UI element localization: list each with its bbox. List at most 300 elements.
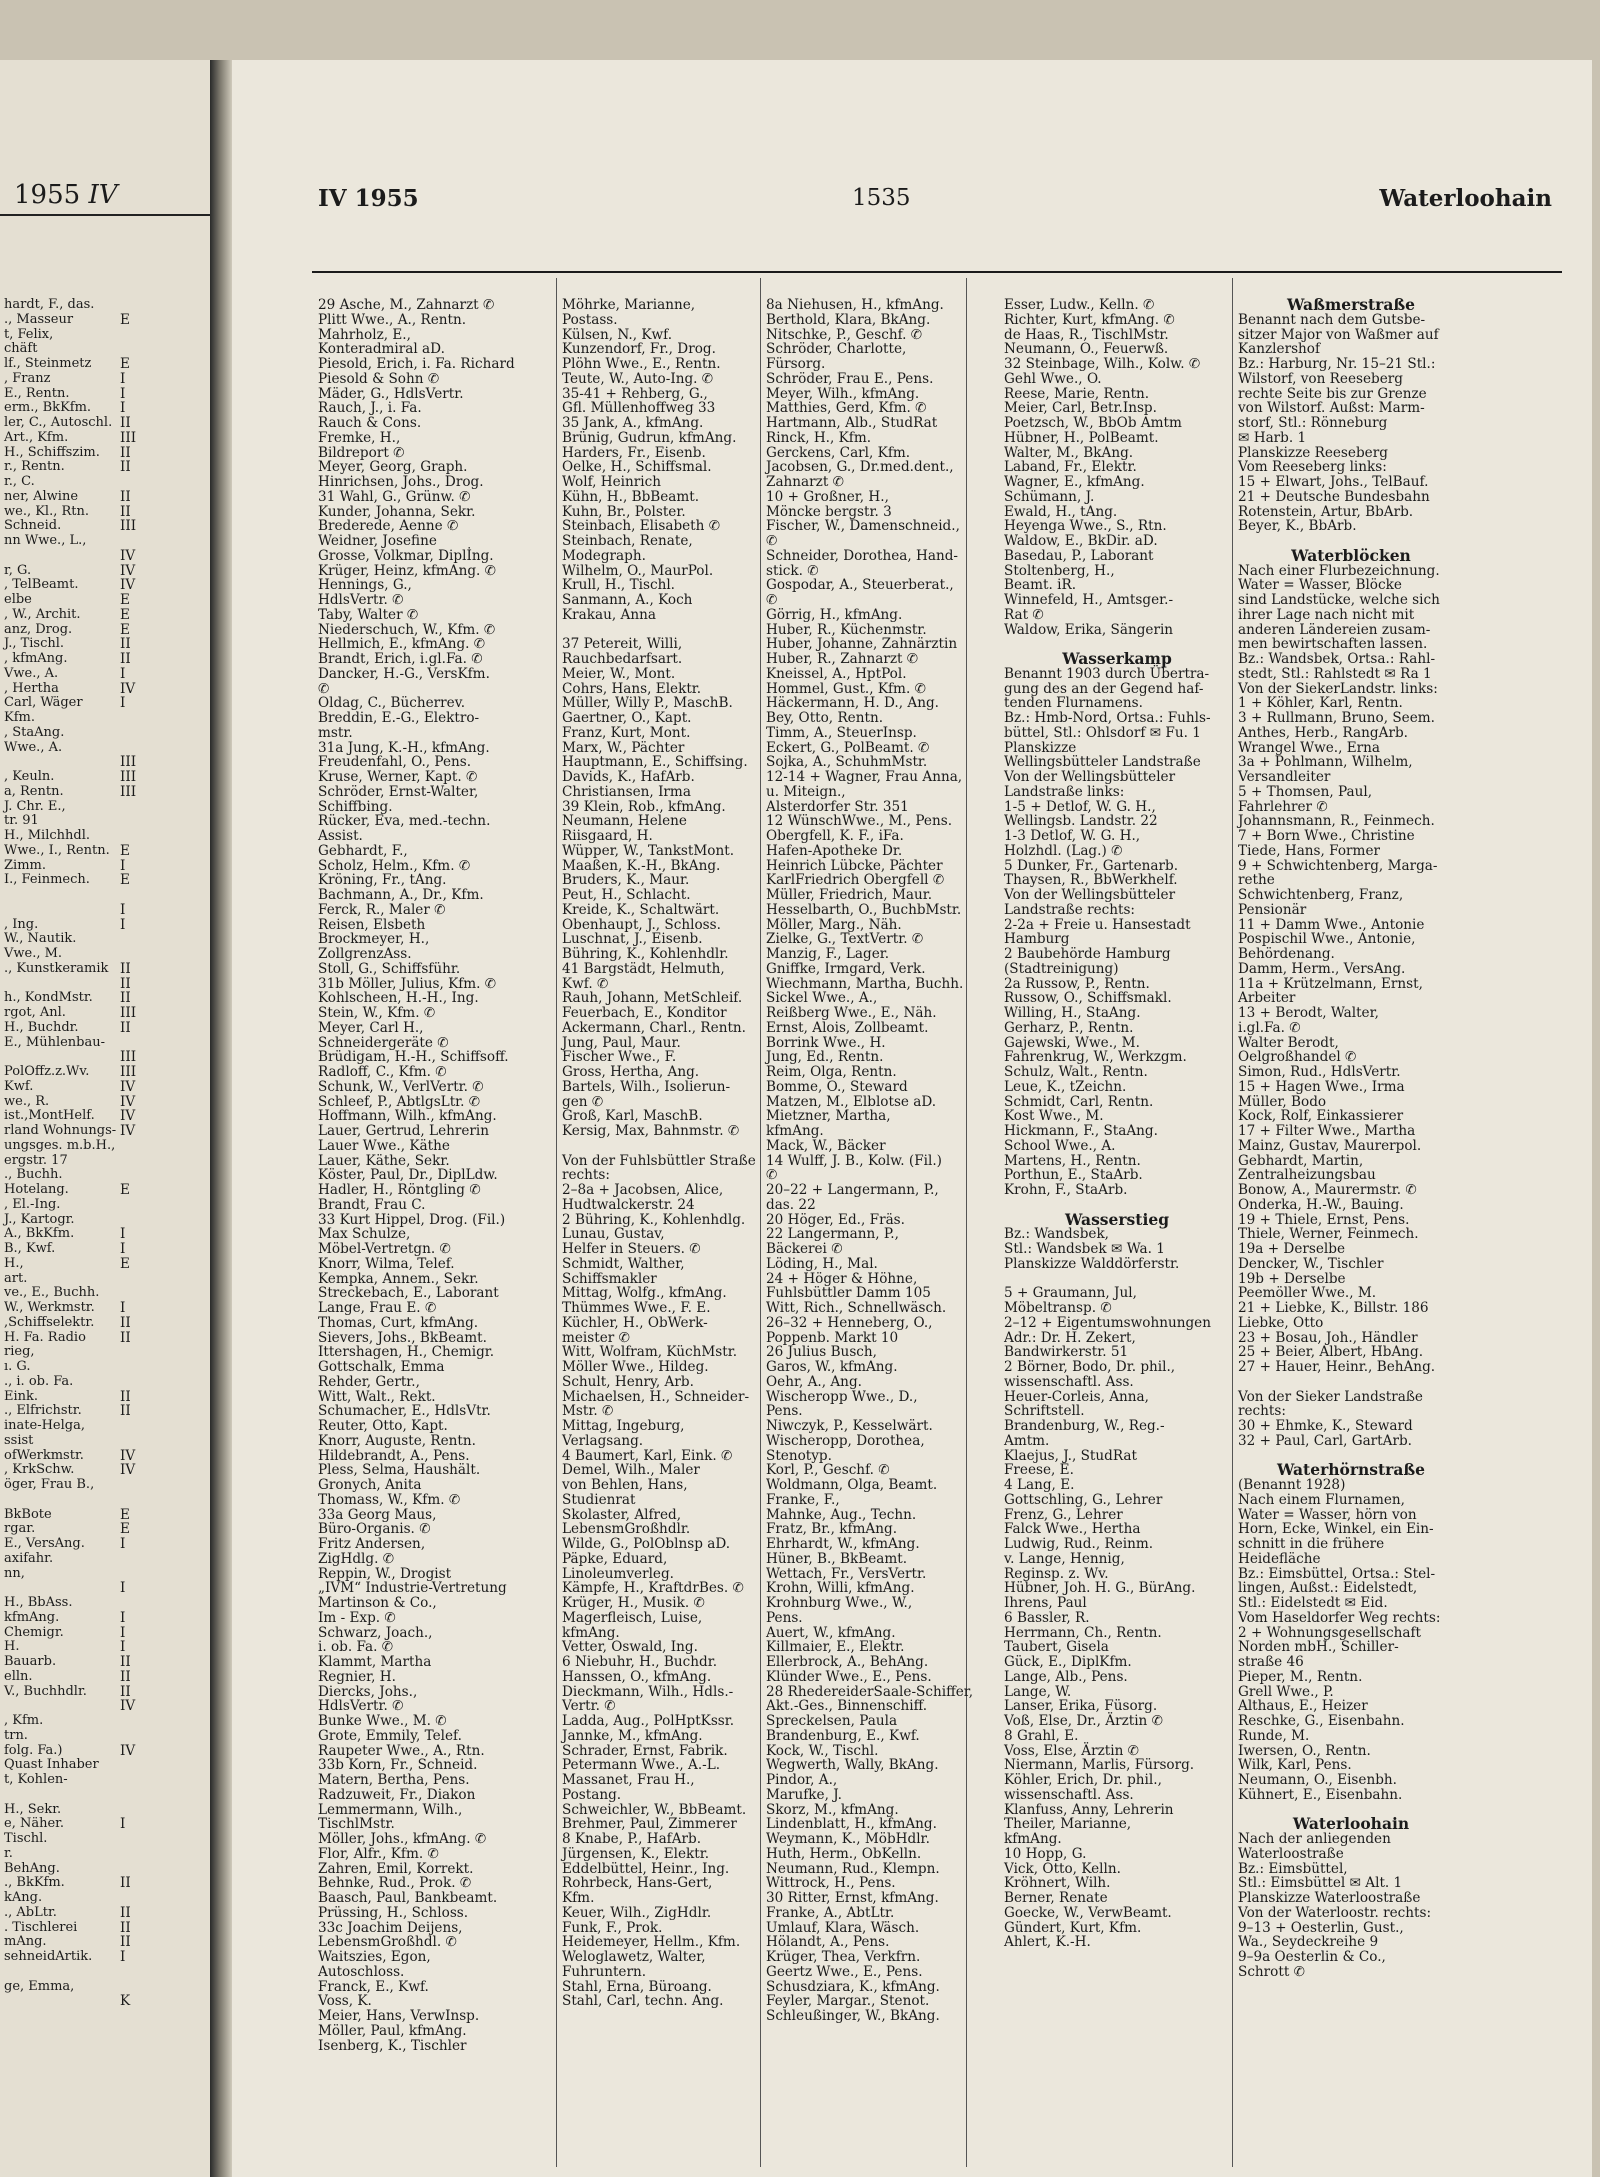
directory-line <box>4 1493 122 1508</box>
directory-line: 28 RhedereiderSaale-Schiffer, <box>766 1683 974 1700</box>
directory-line: Obergfell, K. F., iFa. <box>766 828 904 844</box>
directory-line: Von der Wellingsbütteler <box>1004 887 1176 903</box>
directory-line: ✆ <box>766 592 778 608</box>
directory-line: 2–12 + Eigentumswohnungen <box>1004 1314 1211 1331</box>
directory-line: Schunk, W., VerlVertr. ✆ <box>318 1078 484 1095</box>
directory-line: , Keuln. <box>4 769 55 784</box>
directory-line: , KrkSchw. <box>4 1462 75 1478</box>
directory-line: Mahnke, Aug., Techn. <box>766 1506 917 1523</box>
directory-line: Geertz Wwe., E., Pens. <box>766 1963 923 1980</box>
directory-line: 2–8a + Jacobsen, Alice, <box>562 1182 724 1198</box>
directory-line: Krüger, Thea, Verkfrn. <box>766 1949 921 1965</box>
directory-line <box>120 1803 132 1818</box>
directory-line: Meier, Carl, Betr.Insp. <box>1004 400 1157 417</box>
directory-line: K <box>120 1993 131 2010</box>
directory-line: Peut, H., Schlacht. <box>562 887 691 903</box>
directory-line: II <box>120 636 131 653</box>
directory-line: Witt, Walt., Rekt. <box>318 1388 436 1405</box>
directory-line: büttel, Stl.: Ohlsdorf ✉ Fu. 1 <box>1004 724 1201 741</box>
directory-line: 1 + Köhler, Karl, Rentn. <box>1238 695 1403 712</box>
right-page <box>232 60 1592 2177</box>
directory-line <box>120 800 132 815</box>
directory-line: Wilhelm, O., MaurPol. <box>562 562 714 579</box>
directory-line: Knorr, Auguste, Rentn. <box>318 1432 476 1449</box>
directory-line: Von der Wellingsbütteler <box>1004 769 1176 785</box>
directory-line: Franck, E., Kwf. <box>318 1978 429 1995</box>
directory-line: Brandt, Frau C. <box>318 1196 426 1213</box>
directory-line: Diercks, Johs., <box>318 1683 418 1700</box>
directory-line: Stoll, G., Schiffsführ. <box>318 960 461 977</box>
directory-line: III <box>120 769 137 785</box>
directory-line: rgar. <box>4 1521 36 1537</box>
directory-line: Runde, M. <box>1238 1727 1310 1744</box>
directory-line: 2 Börner, Bodo, Dr. phil., <box>1004 1359 1176 1375</box>
directory-line: Ladda, Aug., PolHptKssr. <box>562 1713 735 1729</box>
directory-line: Kwf. ✆ <box>562 975 609 992</box>
directory-line: Stahl, Erna, Büroang. <box>562 1978 712 1995</box>
directory-line: Alsterdorfer Str. 351 <box>766 798 909 815</box>
directory-line: Studienrat <box>562 1491 636 1508</box>
directory-line: Ittershagen, H., Chemigr. <box>318 1344 495 1361</box>
directory-line: 11a + Krützelmann, Ernst, <box>1238 975 1423 992</box>
directory-line: TischlMstr. <box>318 1816 395 1833</box>
directory-line: IV <box>120 1078 136 1095</box>
directory-line: H., Milchhdl. <box>4 828 90 843</box>
directory-line: Klanfuss, Anny, Lehrerin <box>1004 1801 1174 1818</box>
directory-line: inate-Helga, <box>4 1418 85 1433</box>
directory-line: Anthes, Herb., RangArb. <box>1238 724 1408 741</box>
directory-line: Hesselbarth, O., BuchbMstr. <box>766 901 962 918</box>
directory-line: Schusdziara, K., kfmAng. <box>766 1978 940 1995</box>
directory-line: Fischer Wwe., F. <box>562 1049 677 1066</box>
directory-line: 22 Langermann, P., <box>766 1226 899 1243</box>
directory-line: Schneid. <box>4 518 62 534</box>
directory-line: rland Wohnungs- <box>4 1123 117 1138</box>
directory-line: wissenschaftl. Ass. <box>1004 1786 1134 1803</box>
directory-line: Wrangel Wwe., Erna <box>1238 739 1381 756</box>
directory-line: I <box>120 1624 126 1641</box>
directory-line: Arbeiter <box>1238 990 1296 1007</box>
directory-line: Eink. <box>4 1388 39 1404</box>
right-page-header-left: IV 1955 <box>318 185 419 212</box>
directory-line: Stl.: Eimsbüttel ✉ Alt. 1 <box>1238 1875 1403 1892</box>
directory-line: Plöhn Wwe., E., Rentn. <box>562 356 721 372</box>
directory-line: Teute, W., Auto-Ing. ✆ <box>562 370 714 387</box>
directory-line: Kühnert, E., Eisenbahn. <box>1238 1786 1403 1803</box>
directory-line: II <box>120 990 131 1007</box>
directory-line: Manzig, F., Lager. <box>766 946 890 962</box>
directory-line: Holzhdl. (Lag.) ✆ <box>1004 842 1123 859</box>
directory-line: Bz.: Wandsbek, Ortsa.: Rahl- <box>1238 651 1436 667</box>
directory-line: Sievers, Johs., BkBeamt. <box>318 1329 487 1346</box>
directory-line: III <box>120 754 137 771</box>
directory-line: Martinson & Co., <box>318 1595 437 1611</box>
directory-line: 21 + Liebke, K., Billstr. 186 <box>1238 1300 1429 1316</box>
directory-line: Hickmann, F., StaAng. <box>1004 1123 1158 1139</box>
column-divider <box>760 278 761 2167</box>
directory-line: Voss, K. <box>318 1993 372 2010</box>
directory-line: rethe <box>1238 872 1275 889</box>
directory-line: Reginsp. z. Wv. <box>1004 1565 1109 1582</box>
directory-line: 8a Niehusen, H., kfmAng. <box>766 297 944 313</box>
directory-line: Scholz, Helm., Kfm. ✆ <box>318 857 471 874</box>
directory-line: Kuhn, Br., Polster. <box>562 503 686 520</box>
directory-line: Eddelbüttel, Heinr., Ing. <box>562 1860 730 1877</box>
directory-line: Postang. <box>562 1786 622 1803</box>
directory-line: Willing, H., StaAng. <box>1004 1005 1141 1021</box>
directory-line: , TelBeamt. <box>4 577 79 593</box>
page-number: 1535 <box>852 185 911 211</box>
directory-line: Mäder, G., HdlsVertr. <box>318 385 464 402</box>
directory-line: Eckert, G., PolBeamt. ✆ <box>766 739 930 756</box>
directory-line: Möller, Paul, kfmAng. <box>318 2022 467 2039</box>
directory-line: Porthun, E., StaArb. <box>1004 1167 1143 1184</box>
directory-line <box>120 1360 132 1375</box>
directory-line: Pens. <box>766 1609 803 1626</box>
directory-line: Damm, Herm., VersAng. <box>1238 960 1406 977</box>
directory-line: II <box>120 1668 131 1685</box>
directory-line: ✆ <box>766 533 778 549</box>
directory-line: Franke, F., <box>766 1491 840 1508</box>
directory-line: Lauer, Käthe, Sekr. <box>318 1152 450 1169</box>
street-heading: Waterblöcken <box>1291 545 1411 565</box>
directory-line: Piesold, Erich, i. Fa. Richard <box>318 356 515 372</box>
directory-line: Müller, Willy P., MaschB. <box>562 695 733 712</box>
directory-line: II <box>120 488 131 505</box>
directory-line: Jung, Paul, Maur. <box>562 1034 681 1051</box>
directory-line: Sanmann, A., Koch <box>562 592 693 608</box>
directory-line: Heidefläche <box>1238 1550 1321 1567</box>
directory-line: Büro-Organis. ✆ <box>318 1521 431 1538</box>
directory-line: 8 Grahl, E. <box>1004 1727 1079 1744</box>
directory-line: 39 Klein, Rob., kfmAng. <box>562 798 726 815</box>
directory-line: Pens. <box>766 1403 803 1420</box>
directory-line: Ernst, Alois, Zollbeamt. <box>766 1019 929 1036</box>
directory-line: Walter, M., BkAng. <box>1004 444 1134 461</box>
directory-line <box>120 814 132 829</box>
directory-line: Hennings, G., <box>318 577 412 594</box>
directory-line: Planskizze Walddörferstr. <box>1004 1255 1180 1272</box>
directory-line: Niederschuch, W., Kfm. ✆ <box>318 621 496 638</box>
directory-line: Goecke, W., VerwBeamt. <box>1004 1904 1172 1921</box>
directory-line: kfmAng. <box>1004 1831 1062 1847</box>
directory-line: Kersig, Max, Bahnmstr. ✆ <box>562 1123 740 1139</box>
directory-line: I <box>120 1949 126 1965</box>
directory-line: Sojka, A., SchuhmMstr. <box>766 754 928 771</box>
directory-line <box>120 1345 132 1360</box>
directory-line: E <box>120 311 130 328</box>
directory-line: ler, C., Autoschl. <box>4 415 113 430</box>
directory-line: Schmidt, Carl, Rentn. <box>1004 1093 1154 1110</box>
directory-line: Stl.: Wandsbek ✉ Wa. 1 <box>1004 1241 1165 1257</box>
directory-line: Hudtwalckerstr. 24 <box>562 1196 695 1213</box>
directory-line: E., Mühlenbau- <box>4 1034 106 1050</box>
directory-line: Reim, Olga, Rentn. <box>766 1064 897 1080</box>
directory-line: Lange, Frau E. ✆ <box>318 1300 437 1316</box>
directory-line: von Wilstorf. Außst: Marm- <box>1238 400 1425 417</box>
directory-line: storf, Stl.: Rönneburg <box>1238 415 1388 431</box>
directory-line <box>120 829 132 844</box>
directory-line: Lemmermann, Wilh., <box>318 1801 463 1818</box>
directory-line: Matzen, M., Elblotse aD. <box>766 1093 937 1110</box>
directory-line: Voß, Else, Dr., Ärztin ✆ <box>1004 1713 1164 1729</box>
directory-line: 2-2a + Freie u. Hansestadt <box>1004 916 1191 933</box>
directory-line: Krull, H., Tischl. <box>562 577 675 594</box>
directory-line: Kröning, Fr., tAng. <box>318 872 447 889</box>
directory-line: ergstr. 17 <box>4 1152 68 1168</box>
directory-line: Bühring, K., Kohlenhdlr. <box>562 946 729 962</box>
directory-line <box>562 1139 758 1154</box>
directory-line: Nach einer Flurbezeichnung. <box>1238 562 1440 579</box>
directory-line: 6 Niebuhr, H., Buchdr. <box>562 1654 718 1670</box>
directory-line <box>4 977 122 992</box>
directory-line: Zimm. <box>4 857 46 873</box>
directory-line: Thümmes Wwe., F. E. <box>562 1300 711 1316</box>
directory-line: 1-5 + Detlof, W. G. H., <box>1004 798 1156 815</box>
directory-line <box>4 1050 122 1065</box>
directory-line: Dieckmann, Wilh., Hdls.- <box>562 1683 734 1700</box>
directory-line: Lauer, Gertrud, Lehrerin <box>318 1123 490 1139</box>
directory-line <box>120 475 132 490</box>
directory-line <box>4 1965 122 1980</box>
directory-line: E <box>120 872 130 889</box>
directory-line: Althaus, E., Heizer <box>1238 1698 1368 1715</box>
directory-line: Modegraph. <box>562 547 646 564</box>
directory-line: KarlFriedrich Obergfell ✆ <box>766 872 945 889</box>
directory-line: E <box>120 1255 130 1272</box>
directory-line: 10 Hopp, G. <box>1004 1845 1087 1862</box>
directory-line: Wellingsbütteler Landstraße <box>1004 754 1201 771</box>
directory-line: Hinrichsen, Johs., Drog. <box>318 474 484 490</box>
directory-line: IV <box>120 1093 136 1110</box>
directory-line: Krakau, Anna <box>562 606 656 623</box>
directory-line: Kneissel, A., HptPol. <box>766 665 907 682</box>
directory-line: IV <box>120 1447 136 1464</box>
directory-line: II <box>120 415 131 431</box>
directory-line: Bachmann, A., Dr., Kfm. <box>318 887 484 903</box>
directory-line: Kfm. <box>4 710 35 725</box>
directory-line: 10 + Großner, H., <box>766 488 889 505</box>
directory-line: Helfer in Steuers. ✆ <box>562 1241 701 1257</box>
directory-line: H. Fa. Radio <box>4 1329 86 1345</box>
directory-line <box>120 726 132 741</box>
directory-line: Simon, Rud., HdlsVertr. <box>1238 1064 1401 1080</box>
directory-line: Rehder, Gertr., <box>318 1373 420 1390</box>
directory-line <box>4 549 122 564</box>
directory-line: axifahr. <box>4 1550 54 1566</box>
directory-line: Berner, Renate <box>1004 1890 1108 1906</box>
directory-line: I <box>120 1241 126 1257</box>
directory-line: Reuter, Otto, Kapt. <box>318 1418 448 1434</box>
directory-line <box>4 1788 122 1803</box>
directory-line: Krüger, H., Musik. ✆ <box>562 1595 705 1611</box>
directory-line: E <box>120 606 130 623</box>
directory-line: Demel, Wilh., Maler <box>562 1462 700 1479</box>
directory-line: Waterloostraße <box>1238 1845 1344 1862</box>
directory-line: Michaelsen, H., Schneider- <box>562 1388 750 1405</box>
directory-line: Stoltenberg, H., <box>1004 562 1115 579</box>
directory-line: , El.-Ing. <box>4 1196 61 1212</box>
directory-line: Richter, Kurt, kfmAng. ✆ <box>1004 311 1175 328</box>
directory-line: Gronych, Anita <box>318 1477 422 1493</box>
directory-line: Spreckelsen, Paula <box>766 1713 898 1729</box>
directory-line: 3 + Rullmann, Bruno, Seem. <box>1238 710 1435 726</box>
directory-line: Klammt, Martha <box>318 1654 432 1670</box>
directory-line: 12-14 + Wagner, Frau Anna, <box>766 769 963 785</box>
directory-line: sehneidArtik. <box>4 1949 93 1964</box>
directory-line: Laband, Fr., Elektr. <box>1004 459 1137 476</box>
header-rule <box>312 271 1562 273</box>
directory-line: Nach einem Flurnamen, <box>1238 1491 1405 1508</box>
directory-line: i. ob. Fa. ✆ <box>318 1639 394 1656</box>
directory-line: HdlsVertr. ✆ <box>318 592 404 608</box>
directory-line: Plitt Wwe., A., Rentn. <box>318 311 467 328</box>
directory-line: Schleef, P., AbtlgsLtr. ✆ <box>318 1093 481 1110</box>
directory-line: Bonow, A., Maurermstr. ✆ <box>1238 1182 1417 1198</box>
directory-line: Grosse, Volkmar, Diplİng. <box>318 547 494 564</box>
directory-line: 3a + Pohlmann, Wilhelm, <box>1238 754 1413 771</box>
directory-line: 5 Dunker, Fr., Gartenarb. <box>1004 857 1179 874</box>
directory-line <box>4 903 122 918</box>
directory-line: Stenotyp. <box>766 1447 832 1464</box>
directory-line: Stein, W., Kfm. ✆ <box>318 1005 436 1021</box>
directory-line: Schriftstell. <box>1004 1403 1085 1420</box>
directory-line: Witt, Rich., Schnellwäsch. <box>766 1300 947 1316</box>
directory-line: II <box>120 1388 131 1405</box>
column-divider <box>556 278 557 2167</box>
directory-line: Postass. <box>562 311 618 328</box>
directory-line: Esser, Ludw., Kelln. ✆ <box>1004 297 1155 313</box>
directory-line: u. Miteign., <box>766 783 846 800</box>
directory-line: Thomas, Curt, kfmAng. <box>318 1314 479 1331</box>
directory-line: Hübner, Joh. H. G., BürAng. <box>1004 1580 1196 1597</box>
directory-column-4 <box>1004 298 1230 1950</box>
directory-line: a, Rentn. <box>4 783 64 799</box>
directory-line: Prüssing, H., Schloss. <box>318 1904 469 1921</box>
directory-line: E <box>120 1521 130 1538</box>
directory-line: Marufke, J. <box>766 1786 842 1803</box>
directory-line: I <box>120 901 126 918</box>
directory-line <box>120 1847 132 1862</box>
directory-line: Skorz, M., kfmAng. <box>766 1801 899 1818</box>
directory-line: Brandt, Erich, i.gl.Fa. ✆ <box>318 651 483 667</box>
directory-line: sitzer Major von Waßmer auf <box>1238 326 1439 343</box>
directory-line: E <box>120 356 130 372</box>
directory-line: Mittag, Wolfg., kfmAng. <box>562 1285 727 1302</box>
directory-line: Lindenblatt, H., kfmAng. <box>766 1816 937 1833</box>
directory-line: Huber, R., Küchenmstr. <box>766 621 927 638</box>
directory-line: 19 + Thiele, Ernst, Pens. <box>1238 1211 1410 1228</box>
directory-line: J., Tischl. <box>4 636 65 652</box>
directory-line: 13 + Berodt, Walter, <box>1238 1005 1379 1021</box>
directory-line: Tiede, Hans, Former <box>1238 842 1380 859</box>
directory-line: Gündert, Kurt, Kfm. <box>1004 1919 1142 1936</box>
directory-line: A., BkKfm. <box>4 1226 75 1242</box>
directory-line: Wittrock, H., Pens. <box>766 1875 896 1892</box>
directory-line: we., Kl., Rtn. <box>4 503 90 519</box>
directory-line: Schümann, J. <box>1004 488 1095 505</box>
directory-line: Matern, Bertha, Pens. <box>318 1772 470 1788</box>
left-page-volume: IV <box>88 180 118 210</box>
directory-line: Feuerbach, E., Konditor <box>562 1005 727 1021</box>
directory-line: Hildebrandt, A., Pens. <box>318 1447 470 1464</box>
directory-line: Im - Exp. ✆ <box>318 1609 396 1626</box>
directory-line: Kfm. <box>562 1890 595 1906</box>
directory-line: Brandenburg, E., Kwf. <box>766 1727 920 1744</box>
directory-line: Löding, H., Mal. <box>766 1255 878 1272</box>
directory-line <box>4 1581 122 1596</box>
directory-line: Bz.: Wandsbek, <box>1004 1226 1110 1243</box>
directory-line: r., Rentn. <box>4 459 65 475</box>
directory-line: Thaysen, R., BbWerkhelf. <box>1004 872 1178 889</box>
directory-line: Ackermann, Charl., Rentn. <box>562 1019 747 1036</box>
directory-line: Weloglawetz, Walter, <box>562 1949 706 1965</box>
directory-line: von Behlen, Hans, <box>562 1477 688 1493</box>
directory-line: Johannsmann, R., Feinmech. <box>1238 813 1435 830</box>
directory-line: Wischeropp Wwe., D., <box>766 1388 918 1405</box>
directory-line <box>120 534 132 549</box>
directory-line: . Tischlerei <box>4 1919 78 1935</box>
directory-line: 19b + Derselbe <box>1238 1270 1346 1287</box>
directory-line: gen ✆ <box>562 1093 604 1110</box>
directory-line: Theiler, Marianne, <box>1004 1816 1132 1833</box>
directory-line: t, Kohlen- <box>4 1772 68 1787</box>
directory-line: Garos, W., kfmAng. <box>766 1359 898 1375</box>
directory-line: 7 + Born Wwe., Christine <box>1238 828 1415 844</box>
directory-line: H. <box>4 1639 20 1655</box>
directory-line: Fahrenkrug, W., Werkzgm. <box>1004 1049 1187 1066</box>
directory-line: Lanser, Erika, Füsorg. <box>1004 1698 1158 1715</box>
directory-line: de Haas, R., TischlMstr. <box>1004 326 1169 343</box>
directory-line: 5 + Graumann, Jul, <box>1004 1285 1137 1302</box>
directory-line: Heyenga Wwe., S., Rtn. <box>1004 518 1167 535</box>
directory-line: Poetzsch, W., BbOb Amtm <box>1004 415 1182 431</box>
directory-line: Quast Inhaber <box>4 1757 99 1773</box>
directory-line: Hölandt, A., Pens. <box>766 1934 890 1951</box>
directory-line: Reppin, W., Drogist <box>318 1565 452 1582</box>
directory-line: E <box>120 621 130 638</box>
directory-line: Norden mbH., Schiller- <box>1238 1639 1399 1656</box>
directory-line <box>120 1493 132 1508</box>
directory-line: Krohn, F., StaArb. <box>1004 1182 1128 1198</box>
directory-line: lingen, Außst.: Eidelstedt, <box>1238 1580 1418 1597</box>
directory-line: Steinbach, Elisabeth ✆ <box>562 518 721 535</box>
directory-line: Keuer, Wilh., ZigHdlr. <box>562 1904 712 1921</box>
directory-line: Möbel-Vertretgn. ✆ <box>318 1241 451 1257</box>
directory-line: 30 + Ehmke, K., Steward <box>1238 1418 1413 1434</box>
directory-line: Weymann, K., MöbHdlr. <box>766 1831 930 1847</box>
directory-line: Lange, W. <box>1004 1683 1072 1700</box>
directory-line: , Hertha <box>4 680 59 696</box>
directory-line: Meyer, Georg, Graph. <box>318 459 468 476</box>
directory-line: Killmaier, E., Elektr. <box>766 1639 905 1656</box>
book-gutter <box>210 60 232 2177</box>
directory-line: Nach der anliegenden <box>1238 1831 1391 1847</box>
directory-line: Zahren, Emil, Korrekt. <box>318 1860 474 1877</box>
directory-line: ., AbLtr. <box>4 1904 57 1920</box>
directory-line: 26 Julius Busch, <box>766 1344 877 1361</box>
directory-line: 6 Bassler, R. <box>1004 1609 1090 1626</box>
directory-line: 23 + Bosau, Joh., Händler <box>1238 1329 1418 1346</box>
directory-line: Wettach, Fr., VersVertr. <box>766 1565 927 1582</box>
directory-line: Stahl, Carl, techn. Ang. <box>562 1993 724 2010</box>
directory-line: 24 + Höger & Höhne, <box>766 1270 918 1287</box>
directory-line: ve., E., Buchh. <box>4 1285 100 1301</box>
directory-line: Rinck, H., Kfm. <box>766 429 872 446</box>
directory-line: Poppenb. Markt 10 <box>766 1329 899 1346</box>
directory-line: Petermann Wwe., A.-L. <box>562 1757 721 1774</box>
directory-line <box>120 1272 132 1287</box>
